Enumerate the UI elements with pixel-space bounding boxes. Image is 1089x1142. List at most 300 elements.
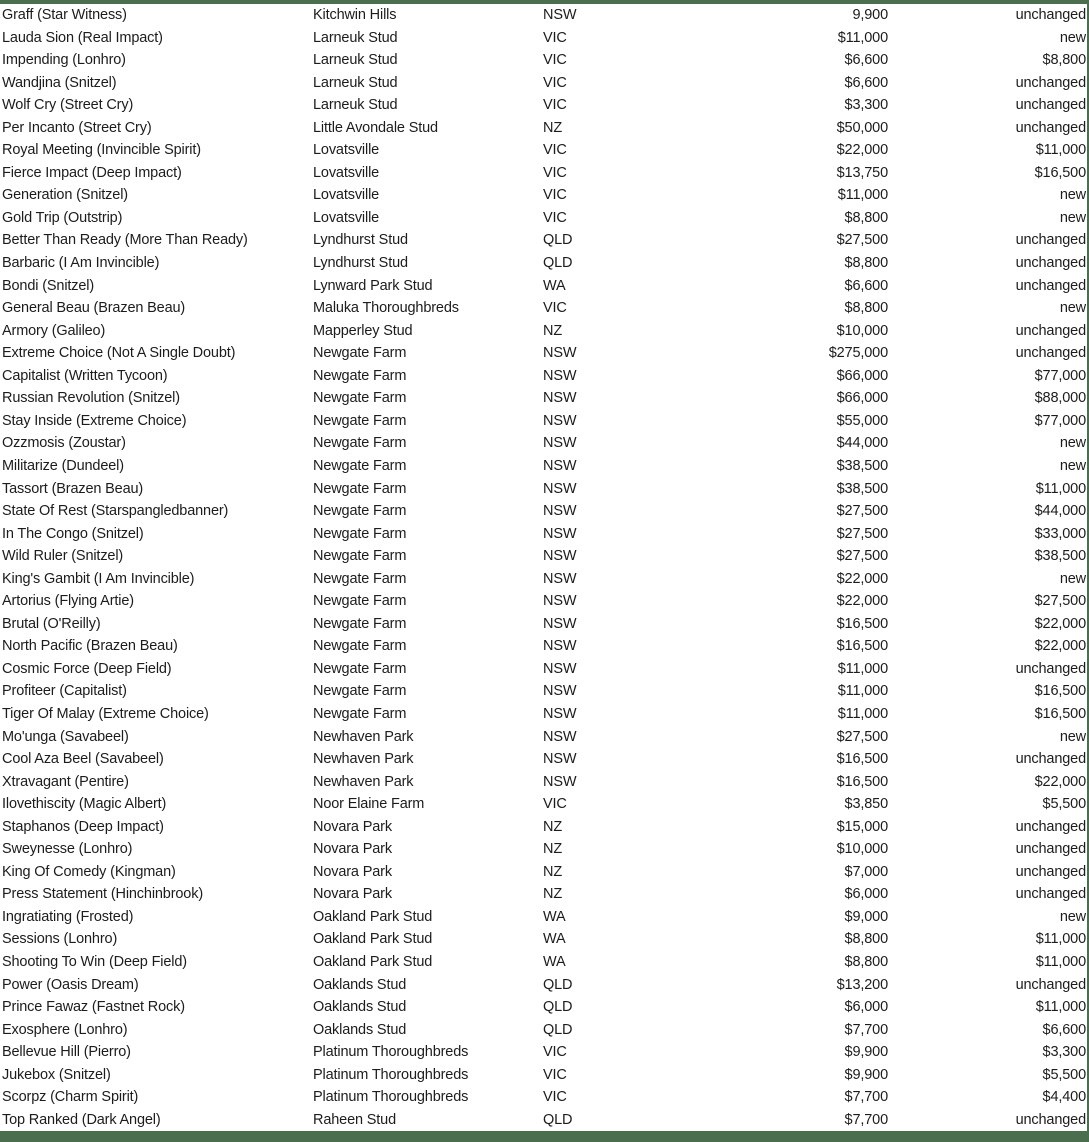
horse-name-cell: Cosmic Force (Deep Field) (2, 660, 172, 677)
state-cell: NZ (543, 322, 563, 339)
table-row (0, 680, 1089, 703)
fee-change-cell: new (1059, 908, 1086, 925)
fee-change-cell: $77,000 (1034, 412, 1086, 429)
stud-farm-cell: Oaklands Stud (313, 1021, 407, 1038)
service-fee-cell: $6,000 (844, 886, 888, 903)
fee-change-cell: unchanged (1015, 841, 1086, 858)
state-cell: VIC (543, 796, 567, 813)
table-row (0, 162, 1089, 185)
horse-name-cell: Extreme Choice (Not A Single Doubt) (2, 345, 236, 362)
horse-name-cell: Wandjina (Snitzel) (2, 74, 117, 91)
fee-change-cell: new (1059, 209, 1086, 226)
fee-change-cell: new (1059, 300, 1086, 317)
fee-change-cell: unchanged (1015, 255, 1086, 272)
service-fee-cell: $44,000 (836, 435, 888, 452)
stud-farm-cell: Larneuk Stud (313, 29, 398, 46)
stud-farm-cell: Newgate Farm (313, 548, 407, 565)
state-cell: NSW (543, 728, 577, 745)
service-fee-cell: $66,000 (836, 390, 888, 407)
table-row (0, 49, 1089, 72)
state-cell: QLD (543, 255, 573, 272)
service-fee-cell: $22,000 (836, 142, 888, 159)
table-row (0, 861, 1089, 884)
table-row (0, 1019, 1089, 1042)
service-fee-cell: $27,500 (836, 728, 888, 745)
state-cell: NSW (543, 503, 577, 520)
horse-name-cell: Impending (Lonhro) (2, 52, 126, 69)
horse-name-cell: Better Than Ready (More Than Ready) (2, 232, 248, 249)
state-cell: VIC (543, 1089, 567, 1106)
table-row (0, 94, 1089, 117)
horse-name-cell: Scorpz (Charm Spirit) (2, 1089, 139, 1106)
stud-farm-cell: Lynward Park Stud (313, 277, 433, 294)
stud-farm-cell: Lovatsville (313, 187, 380, 204)
service-fee-cell: $13,750 (836, 164, 888, 181)
horse-name-cell: Militarize (Dundeel) (2, 457, 124, 474)
stud-farm-cell: Kitchwin Hills (313, 7, 397, 24)
service-fee-cell: $3,850 (844, 796, 888, 813)
fee-change-cell: $11,000 (1035, 953, 1086, 970)
horse-name-cell: Ingratiating (Frosted) (2, 908, 134, 925)
horse-name-cell: Capitalist (Written Tycoon) (2, 367, 168, 384)
table-row (0, 387, 1089, 410)
service-fee-cell: $22,000 (836, 593, 888, 610)
table-row (0, 748, 1089, 771)
horse-name-cell: Prince Fawaz (Fastnet Rock) (2, 999, 185, 1016)
table-row (0, 117, 1089, 140)
fee-change-cell: unchanged (1015, 97, 1086, 114)
horse-name-cell: Wolf Cry (Street Cry) (2, 97, 134, 114)
service-fee-cell: $55,000 (836, 412, 888, 429)
state-cell: NSW (543, 367, 577, 384)
stallion-fee-table (0, 4, 1089, 1131)
service-fee-cell: $16,500 (836, 773, 888, 790)
service-fee-cell: $9,000 (844, 908, 888, 925)
horse-name-cell: Cool Aza Beel (Savabeel) (2, 751, 164, 768)
service-fee-cell: $11,000 (837, 660, 888, 677)
service-fee-cell: $6,600 (844, 52, 888, 69)
table-row (0, 229, 1089, 252)
table-row (0, 883, 1089, 906)
service-fee-cell: $7,700 (844, 1021, 888, 1038)
service-fee-cell: $8,800 (844, 255, 888, 272)
service-fee-cell: $8,800 (844, 931, 888, 948)
fee-change-cell: $11,000 (1035, 999, 1086, 1016)
state-cell: NSW (543, 593, 577, 610)
state-cell: NSW (543, 412, 577, 429)
fee-change-cell: $11,000 (1035, 142, 1086, 159)
horse-name-cell: Bellevue Hill (Pierro) (2, 1044, 131, 1061)
state-cell: NSW (543, 457, 577, 474)
stud-farm-cell: Lovatsville (313, 209, 380, 226)
stud-farm-cell: Oakland Park Stud (313, 908, 433, 925)
table-row (0, 771, 1089, 794)
service-fee-cell: $11,000 (837, 705, 888, 722)
stud-farm-cell: Oaklands Stud (313, 976, 407, 993)
stud-farm-cell: Novara Park (313, 863, 392, 880)
horse-name-cell: Exosphere (Lonhro) (2, 1021, 128, 1038)
horse-name-cell: Press Statement (Hinchinbrook) (2, 886, 203, 903)
horse-name-cell: Russian Revolution (Snitzel) (2, 390, 180, 407)
service-fee-cell: $50,000 (836, 119, 888, 136)
table-row (0, 410, 1089, 433)
horse-name-cell: Mo'unga (Savabeel) (2, 728, 129, 745)
fee-change-cell: $5,500 (1042, 796, 1086, 813)
fee-change-cell: unchanged (1015, 345, 1086, 362)
fee-change-cell: $77,000 (1034, 367, 1086, 384)
stud-farm-cell: Larneuk Stud (313, 74, 398, 91)
table-row (0, 1109, 1089, 1131)
service-fee-cell: $7,700 (844, 1089, 888, 1106)
table-row (0, 613, 1089, 636)
stud-farm-cell: Newgate Farm (313, 660, 407, 677)
service-fee-cell: $7,000 (844, 863, 888, 880)
state-cell: NSW (543, 773, 577, 790)
fee-change-cell: $8,800 (1042, 52, 1086, 69)
service-fee-cell: $9,900 (844, 1066, 888, 1083)
service-fee-cell: $6,600 (844, 277, 888, 294)
fee-change-cell: $22,000 (1034, 638, 1086, 655)
service-fee-cell: $3,300 (844, 97, 888, 114)
service-fee-cell: $38,500 (836, 457, 888, 474)
table-row (0, 703, 1089, 726)
state-cell: NSW (543, 345, 577, 362)
service-fee-cell: $38,500 (836, 480, 888, 497)
state-cell: VIC (543, 97, 567, 114)
stud-farm-cell: Lyndhurst Stud (313, 255, 408, 272)
stud-farm-cell: Newgate Farm (313, 683, 407, 700)
stud-farm-cell: Newhaven Park (313, 728, 414, 745)
service-fee-cell: $13,200 (836, 976, 888, 993)
fee-change-cell: $27,500 (1034, 593, 1086, 610)
horse-name-cell: Top Ranked (Dark Angel) (2, 1111, 161, 1128)
table-row (0, 1064, 1089, 1087)
fee-change-cell: $38,500 (1034, 548, 1086, 565)
fee-change-cell: unchanged (1015, 322, 1086, 339)
fee-change-cell: unchanged (1015, 119, 1086, 136)
stud-farm-cell: Maluka Thoroughbreds (313, 300, 459, 317)
state-cell: VIC (543, 29, 567, 46)
state-cell: QLD (543, 976, 573, 993)
fee-change-cell: new (1059, 728, 1086, 745)
service-fee-cell: $8,800 (844, 300, 888, 317)
table-row (0, 4, 1089, 27)
horse-name-cell: General Beau (Brazen Beau) (2, 300, 186, 317)
stud-farm-cell: Platinum Thoroughbreds (313, 1066, 469, 1083)
state-cell: WA (543, 277, 566, 294)
table-row (0, 477, 1089, 500)
horse-name-cell: Barbaric (I Am Invincible) (2, 255, 160, 272)
state-cell: NZ (543, 886, 563, 903)
service-fee-cell: $11,000 (837, 187, 888, 204)
table-row (0, 906, 1089, 929)
horse-name-cell: Bondi (Snitzel) (2, 277, 95, 294)
stud-farm-cell: Newgate Farm (313, 525, 407, 542)
table-row (0, 545, 1089, 568)
fee-change-cell: $16,500 (1034, 705, 1086, 722)
state-cell: NZ (543, 863, 563, 880)
stud-farm-cell: Little Avondale Stud (313, 119, 438, 136)
stud-farm-cell: Newgate Farm (313, 638, 407, 655)
service-fee-cell: $16,500 (836, 638, 888, 655)
stud-farm-cell: Lovatsville (313, 142, 380, 159)
state-cell: WA (543, 953, 566, 970)
table-row (0, 523, 1089, 546)
fee-change-cell: unchanged (1015, 818, 1086, 835)
service-fee-cell: $275,000 (828, 345, 888, 362)
service-fee-cell: $11,000 (837, 29, 888, 46)
fee-change-cell: $22,000 (1034, 773, 1086, 790)
fee-change-cell: unchanged (1015, 7, 1086, 24)
horse-name-cell: Royal Meeting (Invincible Spirit) (2, 142, 201, 159)
table-row (0, 320, 1089, 343)
horse-name-cell: Stay Inside (Extreme Choice) (2, 412, 187, 429)
stud-farm-cell: Lovatsville (313, 164, 380, 181)
state-cell: NSW (543, 390, 577, 407)
state-cell: NSW (543, 480, 577, 497)
fee-change-cell: unchanged (1015, 976, 1086, 993)
fee-change-cell: unchanged (1015, 863, 1086, 880)
state-cell: NSW (543, 7, 577, 24)
state-cell: QLD (543, 1021, 573, 1038)
table-row (0, 1086, 1089, 1109)
state-cell: NZ (543, 119, 563, 136)
service-fee-cell: $10,000 (836, 322, 888, 339)
horse-name-cell: Staphanos (Deep Impact) (2, 818, 164, 835)
service-fee-cell: $27,500 (836, 503, 888, 520)
state-cell: WA (543, 908, 566, 925)
fee-change-cell: $11,000 (1035, 480, 1086, 497)
service-fee-cell: $7,700 (844, 1111, 888, 1128)
fee-change-cell: new (1059, 435, 1086, 452)
fee-change-cell: $16,500 (1034, 164, 1086, 181)
table-row (0, 590, 1089, 613)
state-cell: VIC (543, 300, 567, 317)
table-row (0, 951, 1089, 974)
table-row (0, 207, 1089, 230)
horse-name-cell: Lauda Sion (Real Impact) (2, 29, 163, 46)
stud-farm-cell: Noor Elaine Farm (313, 796, 425, 813)
table-row (0, 816, 1089, 839)
table-row (0, 72, 1089, 95)
state-cell: VIC (543, 209, 567, 226)
stud-farm-cell: Novara Park (313, 818, 392, 835)
state-cell: NSW (543, 615, 577, 632)
fee-change-cell: unchanged (1015, 751, 1086, 768)
fee-change-cell: unchanged (1015, 232, 1086, 249)
service-fee-cell: $6,000 (844, 999, 888, 1016)
table-row (0, 500, 1089, 523)
state-cell: NZ (543, 818, 563, 835)
horse-name-cell: Armory (Galileo) (2, 322, 106, 339)
table-row (0, 793, 1089, 816)
horse-name-cell: Xtravagant (Pentire) (2, 773, 129, 790)
stud-farm-cell: Newgate Farm (313, 345, 407, 362)
service-fee-cell: $8,800 (844, 953, 888, 970)
stud-farm-cell: Newgate Farm (313, 390, 407, 407)
service-fee-cell: $9,900 (844, 1044, 888, 1061)
state-cell: VIC (543, 164, 567, 181)
table-row (0, 432, 1089, 455)
fee-change-cell: unchanged (1015, 74, 1086, 91)
fee-change-cell: new (1059, 187, 1086, 204)
horse-name-cell: King's Gambit (I Am Invincible) (2, 570, 195, 587)
service-fee-cell: $27,500 (836, 548, 888, 565)
horse-name-cell: Graff (Star Witness) (2, 7, 127, 24)
service-fee-cell: $22,000 (836, 570, 888, 587)
horse-name-cell: Profiteer (Capitalist) (2, 683, 127, 700)
stud-farm-cell: Novara Park (313, 886, 392, 903)
stud-farm-cell: Larneuk Stud (313, 52, 398, 69)
fee-change-cell: $5,500 (1042, 1066, 1086, 1083)
fee-change-cell: $16,500 (1034, 683, 1086, 700)
state-cell: VIC (543, 1066, 567, 1083)
bottom-accent-bar (0, 1131, 1089, 1142)
stud-farm-cell: Newgate Farm (313, 570, 407, 587)
stud-farm-cell: Lyndhurst Stud (313, 232, 408, 249)
stud-farm-cell: Newgate Farm (313, 457, 407, 474)
table-row (0, 974, 1089, 997)
fee-change-cell: unchanged (1015, 1111, 1086, 1128)
stud-farm-cell: Newhaven Park (313, 751, 414, 768)
stud-farm-cell: Novara Park (313, 841, 392, 858)
state-cell: NSW (543, 660, 577, 677)
horse-name-cell: Sweynesse (Lonhro) (2, 841, 133, 858)
fee-change-cell: $33,000 (1034, 525, 1086, 542)
service-fee-cell: $6,600 (844, 74, 888, 91)
stud-farm-cell: Newgate Farm (313, 367, 407, 384)
table-row (0, 455, 1089, 478)
state-cell: VIC (543, 187, 567, 204)
table-row (0, 726, 1089, 749)
service-fee-cell: $27,500 (836, 525, 888, 542)
horse-name-cell: Artorius (Flying Artie) (2, 593, 134, 610)
horse-name-cell: In The Congo (Snitzel) (2, 525, 144, 542)
table-row (0, 275, 1089, 298)
stud-farm-cell: Oaklands Stud (313, 999, 407, 1016)
fee-change-cell: $4,400 (1042, 1089, 1086, 1106)
state-cell: VIC (543, 142, 567, 159)
horse-name-cell: Generation (Snitzel) (2, 187, 128, 204)
fee-change-cell: new (1059, 570, 1086, 587)
horse-name-cell: Power (Oasis Dream) (2, 976, 139, 993)
state-cell: NSW (543, 548, 577, 565)
state-cell: QLD (543, 1111, 573, 1128)
table-row (0, 568, 1089, 591)
horse-name-cell: Brutal (O'Reilly) (2, 615, 101, 632)
state-cell: NSW (543, 705, 577, 722)
service-fee-cell: $66,000 (836, 367, 888, 384)
horse-name-cell: Sessions (Lonhro) (2, 931, 118, 948)
horse-name-cell: North Pacific (Brazen Beau) (2, 638, 178, 655)
fee-change-cell: $3,300 (1042, 1044, 1086, 1061)
state-cell: NSW (543, 435, 577, 452)
table-row (0, 252, 1089, 275)
horse-name-cell: Shooting To Win (Deep Field) (2, 953, 187, 970)
stud-farm-cell: Newgate Farm (313, 705, 407, 722)
stud-farm-cell: Platinum Thoroughbreds (313, 1044, 469, 1061)
table-row (0, 658, 1089, 681)
horse-name-cell: Ilovethiscity (Magic Albert) (2, 796, 167, 813)
horse-name-cell: Tassort (Brazen Beau) (2, 480, 144, 497)
stud-farm-cell: Newgate Farm (313, 615, 407, 632)
service-fee-cell: $16,500 (836, 615, 888, 632)
fee-change-cell: new (1059, 457, 1086, 474)
table-row (0, 184, 1089, 207)
stud-farm-cell: Newhaven Park (313, 773, 414, 790)
stud-farm-cell: Oakland Park Stud (313, 953, 433, 970)
fee-change-cell: new (1059, 29, 1086, 46)
table-row (0, 838, 1089, 861)
service-fee-cell: $10,000 (836, 841, 888, 858)
state-cell: VIC (543, 74, 567, 91)
horse-name-cell: Tiger Of Malay (Extreme Choice) (2, 705, 209, 722)
fee-change-cell: $22,000 (1034, 615, 1086, 632)
table-row (0, 139, 1089, 162)
fee-change-cell: $11,000 (1035, 931, 1086, 948)
service-fee-cell: $11,000 (837, 683, 888, 700)
state-cell: NSW (543, 570, 577, 587)
state-cell: VIC (543, 1044, 567, 1061)
table-row (0, 365, 1089, 388)
horse-name-cell: Jukebox (Snitzel) (2, 1066, 111, 1083)
stud-farm-cell: Mapperley Stud (313, 322, 413, 339)
horse-name-cell: State Of Rest (Starspangledbanner) (2, 503, 229, 520)
fee-change-cell: $88,000 (1034, 390, 1086, 407)
state-cell: NSW (543, 683, 577, 700)
service-fee-cell: $27,500 (836, 232, 888, 249)
stud-farm-cell: Newgate Farm (313, 480, 407, 497)
horse-name-cell: Ozzmosis (Zoustar) (2, 435, 126, 452)
state-cell: NSW (543, 751, 577, 768)
stud-farm-cell: Raheen Stud (313, 1111, 396, 1128)
state-cell: VIC (543, 52, 567, 69)
service-fee-cell: $15,000 (836, 818, 888, 835)
table-row (0, 27, 1089, 50)
stud-farm-cell: Newgate Farm (313, 435, 407, 452)
horse-name-cell: Wild Ruler (Snitzel) (2, 548, 124, 565)
stud-farm-cell: Oakland Park Stud (313, 931, 433, 948)
stud-farm-cell: Newgate Farm (313, 593, 407, 610)
state-cell: QLD (543, 232, 573, 249)
table-row (0, 928, 1089, 951)
table-row (0, 1041, 1089, 1064)
fee-change-cell: $6,600 (1042, 1021, 1086, 1038)
service-fee-cell: $16,500 (836, 751, 888, 768)
state-cell: NZ (543, 841, 563, 858)
state-cell: WA (543, 931, 566, 948)
service-fee-cell: $8,800 (844, 209, 888, 226)
fee-change-cell: unchanged (1015, 660, 1086, 677)
stud-farm-cell: Platinum Thoroughbreds (313, 1089, 469, 1106)
horse-name-cell: Fierce Impact (Deep Impact) (2, 164, 182, 181)
stud-farm-cell: Newgate Farm (313, 412, 407, 429)
fee-change-cell: $44,000 (1034, 503, 1086, 520)
fee-change-cell: unchanged (1015, 277, 1086, 294)
table-row (0, 297, 1089, 320)
horse-name-cell: Per Incanto (Street Cry) (2, 119, 152, 136)
stud-farm-cell: Larneuk Stud (313, 97, 398, 114)
horse-name-cell: Gold Trip (Outstrip) (2, 209, 123, 226)
service-fee-cell: 9,900 (852, 7, 888, 24)
fee-change-cell: unchanged (1015, 886, 1086, 903)
horse-name-cell: King Of Comedy (Kingman) (2, 863, 176, 880)
stud-farm-cell: Newgate Farm (313, 503, 407, 520)
table-row (0, 342, 1089, 365)
state-cell: QLD (543, 999, 573, 1016)
state-cell: NSW (543, 525, 577, 542)
state-cell: NSW (543, 638, 577, 655)
